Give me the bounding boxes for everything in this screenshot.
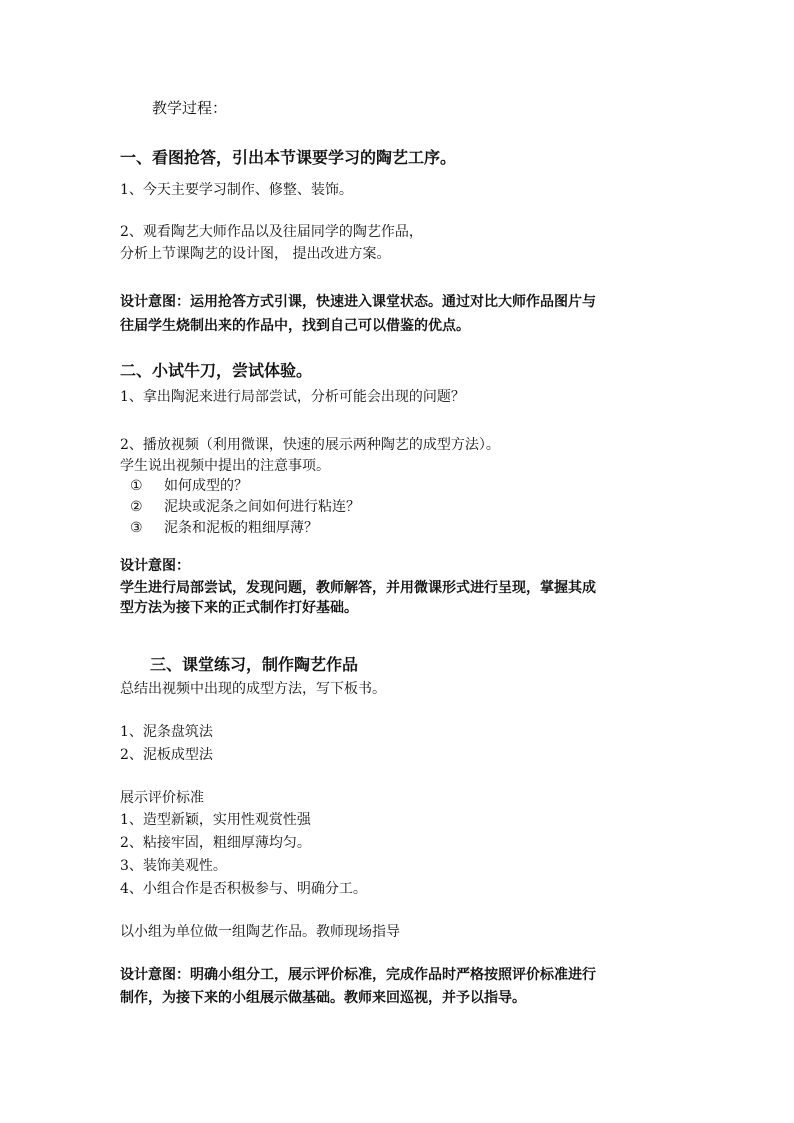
section1-intent-line2: 往届学生烧制出来的作品中，找到自己可以借鉴的优点。 [120, 318, 470, 334]
list-item-text: 泥条和泥板的粗细厚薄？ [164, 520, 318, 536]
section3-intent-line1: 设计意图：明确小组分工，展示评价标准，完成作品时严格按照评价标准进行 [120, 967, 596, 983]
section1-item1: 1、今天主要学习制作、修整、装饰。 [120, 182, 353, 198]
list-item-text: 如何成型的？ [164, 478, 248, 494]
section2-item2-sub: 学生说出视频中提出的注意事项。 [120, 458, 330, 474]
section3-criterion: 3、装饰美观性。 [120, 858, 227, 874]
section1-heading: 一、看图抢答，引出本节课要学习的陶艺工序。 [120, 148, 457, 167]
list-item [120, 518, 318, 538]
section1-item2-line2: 分析上节课陶艺的设计图， 提出改进方案。 [120, 246, 391, 262]
section2-item1: 1、拿出陶泥来进行局部尝试，分析可能会出现的问题？ [120, 389, 465, 405]
list-marker: ① [130, 478, 143, 494]
section3-heading: 三、课堂练习，制作陶艺作品 [150, 655, 359, 674]
section2-intent-line2: 型方法为接下来的正式制作打好基础。 [120, 600, 358, 616]
section1-intent-line1: 设计意图：运用抢答方式引课，快速进入课堂状态。通过对比大师作品图片与 [120, 294, 596, 310]
list-item [120, 476, 248, 496]
section3-criterion: 4、小组合作是否积极参与、明确分工。 [120, 881, 367, 897]
section2-intent-label: 设计意图： [120, 558, 190, 574]
list-marker: ③ [130, 520, 143, 536]
section2-intent-line1: 学生进行局部尝试，发现问题，教师解答，并用微课形式进行呈现，掌握其成 [120, 580, 596, 596]
list-marker: ② [130, 499, 143, 515]
section3-criteria-title: 展示评价标准 [120, 790, 204, 806]
section3-intro: 总结出视频中出现的成型方法，写下板书。 [120, 681, 386, 697]
section3-method: 2、泥板成型法 [120, 747, 213, 763]
list-item [120, 497, 360, 517]
section1-item2-line1: 2、观看陶艺大师作品以及往届同学的陶艺作品， [120, 224, 423, 240]
section3-task: 以小组为单位做一组陶艺作品。教师现场指导 [120, 924, 400, 940]
section2-heading: 二、小试牛刀，尝试体验。 [120, 361, 313, 380]
section3-method: 1、泥条盘筑法 [120, 724, 213, 740]
section3-criterion: 1、造型新颖，实用性观赏性强 [120, 812, 311, 828]
section3-intent-line2: 制作，为接下来的小组展示做基础。教师来回巡视，并予以指导。 [120, 990, 526, 1006]
section2-item2: 2、播放视频（利用微课，快速的展示两种陶艺的成型方法）。 [120, 437, 500, 453]
list-item-text: 泥块或泥条之间如何进行粘连？ [164, 499, 360, 515]
page-title: 教学过程： [152, 99, 228, 117]
section3-criterion: 2、粘接牢固，粗细厚薄均匀。 [120, 835, 311, 851]
